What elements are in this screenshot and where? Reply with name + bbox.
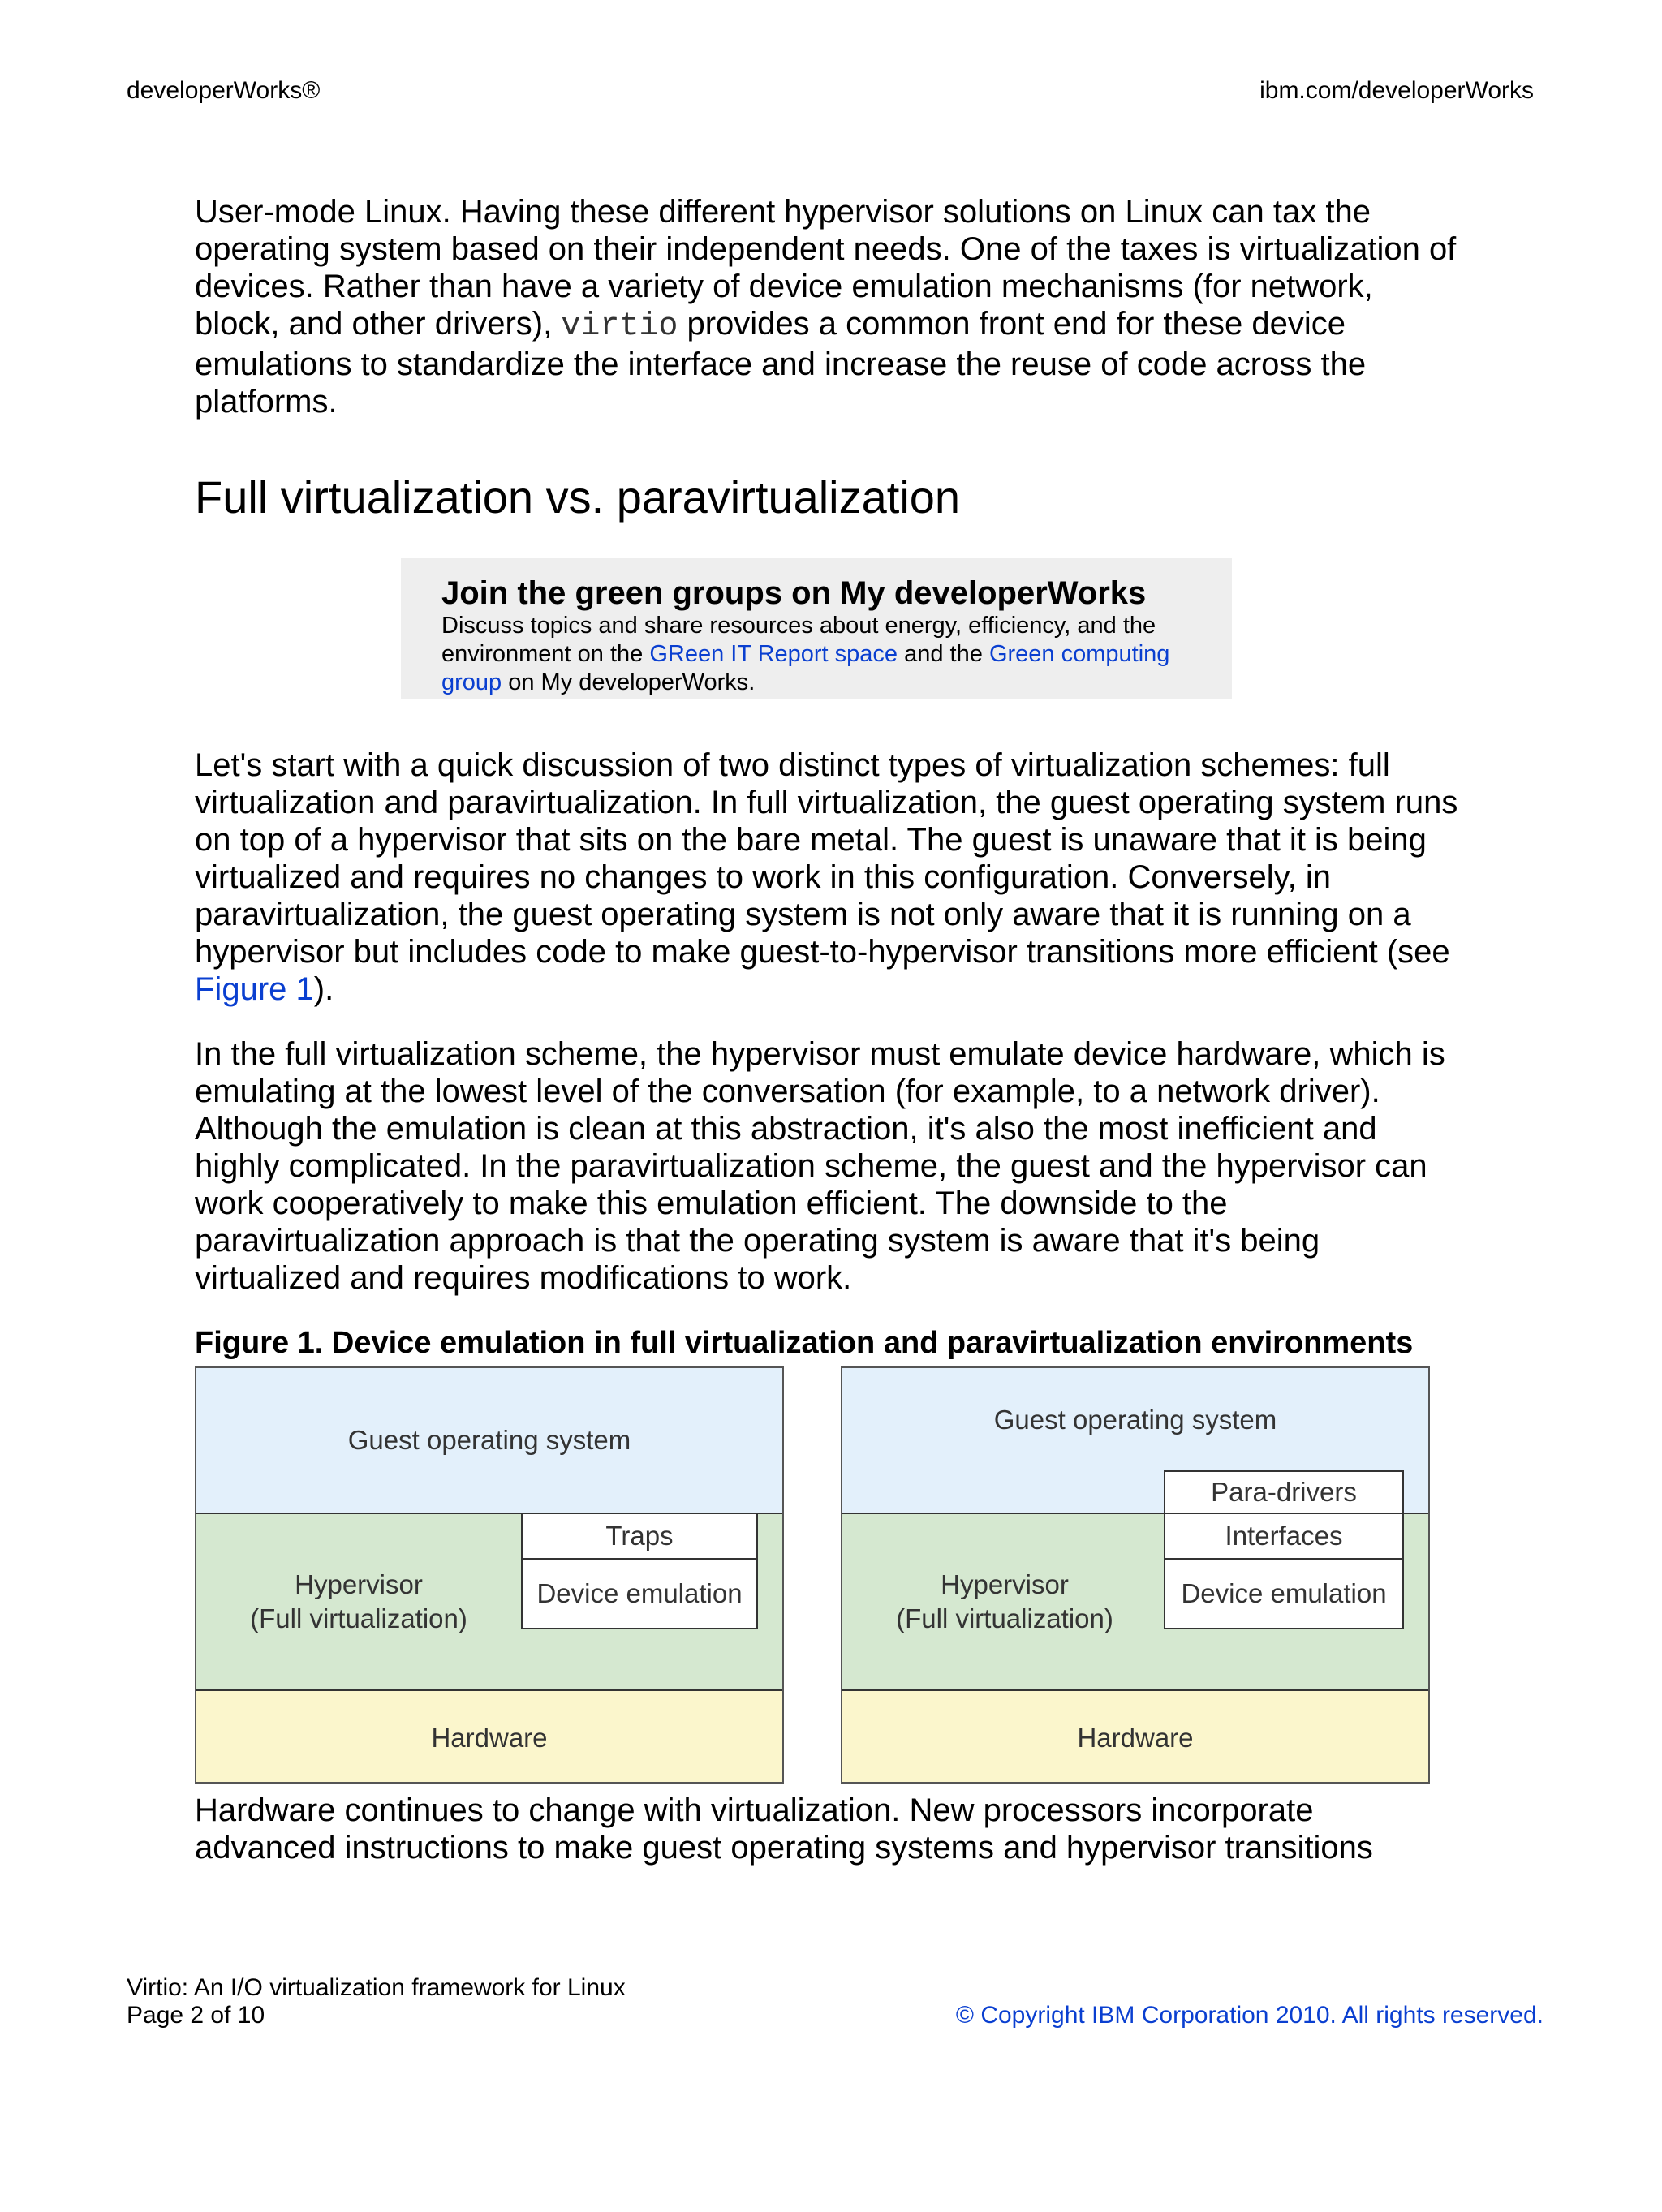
header-site-link[interactable]: ibm.com/developerWorks — [1259, 77, 1534, 104]
sidebar-text-2: and the — [898, 641, 989, 667]
section-title: Full virtualization vs. paravirtualization — [195, 471, 961, 523]
intro-text-start: User-mode Linux. Having these different hypervisor solutions on Linux can tax the operating system based on their independent needs. One of the taxes is virtualization of devices. Rather than have a variety of device emulation mechanisms (for network, block, and other drivers), — [195, 194, 1457, 342]
figure-1-link[interactable]: Figure 1 — [195, 971, 314, 1007]
paragraph-2-text: Let's start with a quick discussion of two distinct types of virtualization schemes: full virtualization and paravirtualization. In full virtualization, the guest operating system runs on top of a hypervisor that sits on the bare metal. The guest is unaware that it is being virtualized and requires no changes to work in this configuration. Conversely, in paravirtualization, the guest operating system is not only aware that it is running on a hypervisor but includes code to make guest-to-hypervisor transitions more efficient (see — [195, 747, 1458, 970]
paragraph-2-end: ). — [313, 971, 334, 1007]
green-it-report-link[interactable]: GReen IT Report space — [649, 641, 898, 667]
footer-article-title: Virtio: An I/O virtualization framework for Linux — [127, 1974, 626, 2001]
paravirtualization-diagram — [841, 1366, 1430, 1784]
sidebar-text-1: Discuss topics and share resources about energy, efficiency, and the environment on the — [441, 613, 1156, 667]
interfaces-box: Interfaces — [1164, 1513, 1404, 1560]
hypervisor-label — [842, 1514, 1167, 1689]
sidebar-text — [441, 612, 1208, 697]
sidebar-title: Join the green groups on My developerWorks — [441, 575, 1147, 611]
header-brand: developerWorks® — [127, 77, 321, 104]
figure-caption: Figure 1. Device emulation in full virtualization and paravirtualization environments — [195, 1326, 1414, 1360]
footer-copyright-link[interactable]: © Copyright IBM Corporation 2010. All rights reserved. — [955, 2002, 1544, 2029]
green-computing-group-link[interactable]: Green computing group — [441, 641, 1170, 695]
full-virtualization-diagram — [195, 1366, 784, 1784]
hypervisor-label-line2: (Full virtualization) — [250, 1603, 467, 1633]
article-content — [195, 193, 1461, 1894]
full-virtualization-paragraph: In the full virtualization scheme, the hypervisor must emulate device hardware, which is emulating at the lowest level of the conversation (for example, to a network driver). Although the emulation is clean at this abstraction, it's also the most inefficient and highly complicated. In the paravirtualization scheme, the guest and the hypervisor can work cooperatively to make this emulation efficient. The downside to the paravirtualization approach is that the operating system is aware that it's being virtualized and requires modifications to work. — [195, 1036, 1445, 1296]
hypervisor-label-line2: (Full virtualization) — [896, 1603, 1113, 1633]
guest-os-layer: Guest operating system — [196, 1368, 782, 1514]
traps-box: Traps — [521, 1513, 758, 1560]
footer-page-number: Page 2 of 10 — [127, 2002, 265, 2029]
virtualization-schemes-paragraph — [195, 747, 1461, 1008]
hypervisor-label-line1: Hypervisor — [941, 1569, 1069, 1599]
hardware-layer: Hardware — [842, 1691, 1428, 1784]
intro-paragraph — [195, 193, 1461, 420]
sidebar-text-3: on My developerWorks. — [502, 669, 756, 695]
hypervisor-label-line1: Hypervisor — [295, 1569, 423, 1599]
guest-os-label: Guest operating system — [993, 1405, 1277, 1435]
intro-text-end: provides a common front end for these device emulations to standardize the interface and increase the reuse of code across the platforms. — [195, 306, 1367, 420]
hypervisor-label — [196, 1514, 521, 1689]
device-emulation-box: Device emulation — [1164, 1558, 1404, 1629]
hardware-layer: Hardware — [196, 1691, 782, 1784]
device-emulation-figure — [195, 1366, 1445, 1788]
green-groups-sidebar — [401, 558, 1232, 699]
device-emulation-box: Device emulation — [521, 1558, 758, 1629]
hardware-paragraph: Hardware continues to change with virtualization. New processors incorporate advanced instructions to make guest operating systems and hypervisor transitions — [195, 1792, 1373, 1866]
virtio-code: virtio — [561, 308, 678, 345]
para-drivers-box: Para-drivers — [1164, 1470, 1404, 1514]
